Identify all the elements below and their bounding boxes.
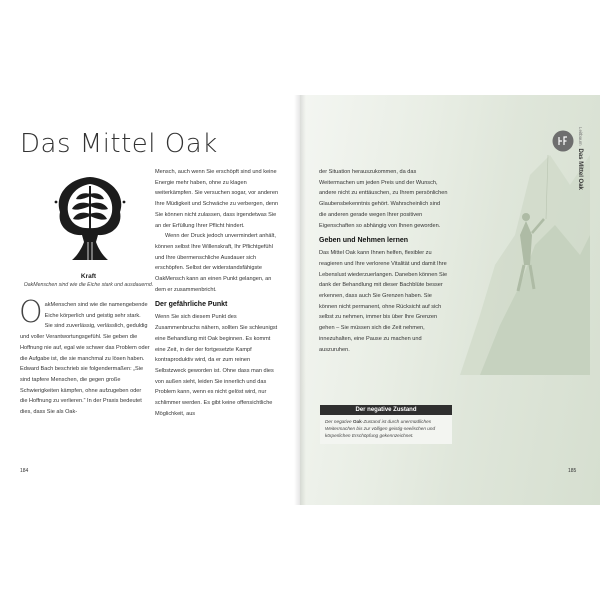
info-box-text: Der negative Oak-Zustand ist durch unermüdliches Weitermachen bis zur völligen geistig-seelischen und körperlichen Erschöpfung gekennzeichnet. <box>325 419 436 438</box>
right-paragraph-1: der Situation herauszukommen, da das Weitermachen um jeden Preis und der Wunsch, andere nicht zu enttäuschen, zu Ihrem persönlichen Glaubensbekenntnis gehört. Wahrscheinlich sind die anderen gerade wegen Ihrer positiven Eigenschaften so abhängig von Ihnen geworden. <box>319 169 448 229</box>
info-box-heading: Der negative Zustand <box>320 405 452 415</box>
middle-paragraph-1: Mensch, auch wenn Sie erschöpft sind und keine Energie mehr haben, ohne zu klagen weiterkämpfen. Sie versuchen sogar, vor anderen Ihre Müdigkeit und Schwäche zu verbergen, denn Sie können nicht zulassen, dass irgendetwas Sie an der Erfüllung Ihrer Pflicht hindert. <box>155 169 279 229</box>
left-column <box>19 295 150 418</box>
middle-paragraph-2: Wenn der Druck jedoch unvermindert anhält, können selbst Ihre Willenskraft, Ihr Pflichtgefühl und Ihre übermenschliche Ausdauer sich erschöpfen. Selbst der widerstandsfähigste OakMensch kann an einen Punkt gelangen, an dem er zusammenbricht. <box>155 233 276 293</box>
side-label-name: Das Mittel Oak <box>577 148 583 190</box>
side-label-category: Leitbaum <box>578 127 583 146</box>
page-title: Das Mittel Oak <box>20 129 218 159</box>
middle-paragraph-3: Wenn Sie sich diesem Punkt des Zusammenbruchs nähern, sollten Sie schleunigst eine Behandlung mit Oak beginnen. Es kommt eine Zeit, in der der fortgesetzte Kampf kontraproduktiv wird, da er zum reinen Selbstzweck geworden ist. Ohne dass man dies von außen sieht, leiden Sie innerlich und das Problem kann, wenn es nicht gelöst wird, nur schlimmer werden. Es gibt keine offensichtliche Möglichkeit, aus <box>155 314 278 417</box>
negative-state-box <box>320 405 452 444</box>
section-heading-danger: Der gefährliche Punkt <box>155 301 228 309</box>
middle-column <box>155 167 280 419</box>
right-column <box>319 167 449 355</box>
section-heading-give-take: Geben und Nehmen lernen <box>319 237 409 245</box>
page-number-left: 184 <box>20 468 29 474</box>
caption-heading: Kraft <box>80 273 97 280</box>
info-box-bold: Oak <box>352 419 362 424</box>
side-running-head <box>577 127 583 190</box>
book-gutter <box>294 95 306 505</box>
left-paragraph: akMenschen sind wie die namengebende Eiche körperlich und geistig sehr stark. Sie sind zuverlässig, verlässlich, geduldig und voller Verantwortungsgefühl. Sie geben die Hoffnung nie auf, egal wie schwer das Problem oder die Aufgabe ist, die sie manchmal zu lösen haben. Edward Bach beschrieb sie folgendermaßen: „Sie sind tapfere Menschen, die gegen große Schwierigkeiten kämpfen, ohne aufzugeben oder die Hoffnung zu verlieren.“ In der Praxis bedeutet dies, dass Sie als Oak- <box>20 302 150 416</box>
book-spread <box>0 95 600 505</box>
leaf-emblem-icon <box>552 130 574 152</box>
caption-text: OakMenschen sind wie die Eiche stark und ausdauernd. <box>23 282 154 288</box>
climber-photo <box>460 115 590 375</box>
dropcap: O <box>19 295 43 330</box>
left-page <box>0 95 300 505</box>
page-number-right: 185 <box>568 468 577 474</box>
oak-tree-icon <box>50 172 130 264</box>
right-paragraph-2: Das Mittel Oak kann Ihnen helfen, flexibler zu reagieren und Ihre verlorene Vitalität und damit Ihre Lebenslust wiederzuerlangen. Daneben können Sie dank der Behandlung mit dieser Bachblüte besser erkennen, dass auch Sie Grenzen haben. Sie können nicht permanent, ohne Rücksicht auf sich selbst zu nehmen, immer bis über Ihre Grenzen gehen – Sie müssen sich die Zeit nehmen, innezuhalten, eine Pause zu machen und auszuruhen. <box>319 250 448 353</box>
